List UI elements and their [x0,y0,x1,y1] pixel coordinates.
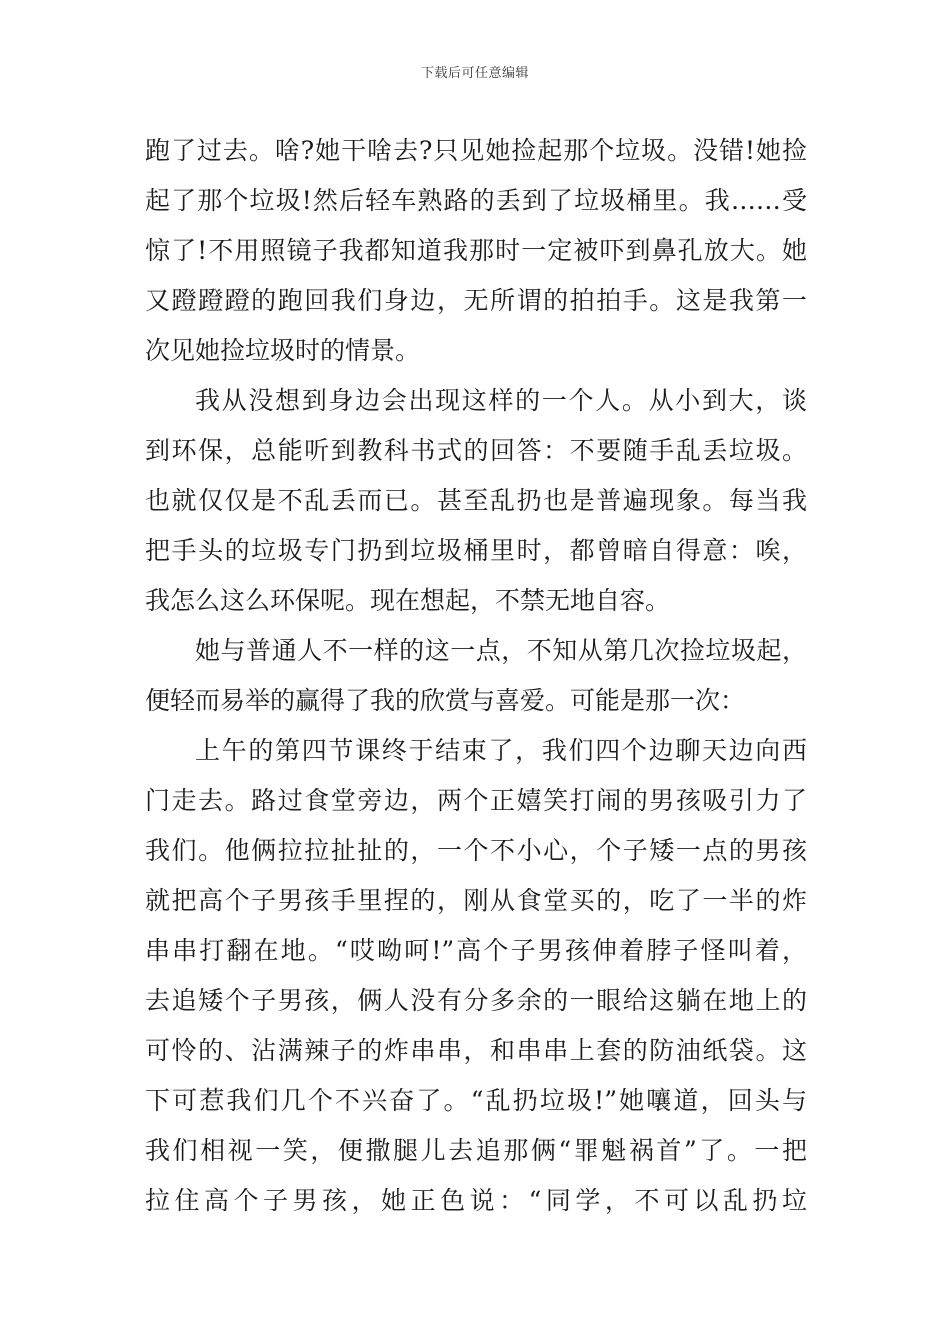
body-text [145,126,807,1226]
page-header-note: 下载后可任意编辑 [420,66,529,81]
text-line: 我们。他俩拉拉扯扯的，一个不小心，个子矮一点的男孩 [145,836,807,865]
text-line: 到环保，总能听到教科书式的回答：不要随手乱丢垃圾。 [145,436,807,465]
text-line: 下可惹我们几个不兴奋了。“乱扔垃圾!”她嚷道，回头与 [145,1086,807,1115]
text-line: 也就仅仅是不乱丢而已。甚至乱扔也是普遍现象。每当我 [145,486,807,515]
text-line: 起了那个垃圾!然后轻车熟路的丢到了垃圾桶里。我……受 [145,186,807,215]
text-line: 又蹬蹬蹬的跑回我们身边，无所谓的拍拍手。这是我第一 [145,286,807,315]
text-line: 次见她捡垃圾时的情景。 [145,336,421,365]
text-line: 可怜的、沾满辣子的炸串串，和串串上套的防油纸袋。这 [145,1036,807,1065]
text-line: 便轻而易举的赢得了我的欣赏与喜爱。可能是那一次： [145,686,746,715]
paragraph-first-line: 她与普通人不一样的这一点，不知从第几次捡垃圾起， [195,636,807,665]
text-line: 拉住高个子男孩，她正色说：“同学，不可以乱扔垃 [145,1186,807,1215]
text-line: 跑了过去。啥?她干啥去?只见她捡起那个垃圾。没错!她捡 [145,136,807,165]
paragraph-first-line: 上午的第四节课终于结束了，我们四个边聊天边向西 [195,736,807,765]
text-line: 门走去。路过食堂旁边，两个正嬉笑打闹的男孩吸引力了 [145,786,807,815]
text-line: 我们相视一笑，便撒腿儿去追那俩“罪魁祸首”了。一把 [145,1136,807,1165]
text-line: 惊了!不用照镜子我都知道我那时一定被吓到鼻孔放大。她 [145,236,807,265]
text-line: 串串打翻在地。“哎呦呵!”高个子男孩伸着脖子怪叫着， [145,936,807,965]
paragraph-first-line: 我从没想到身边会出现这样的一个人。从小到大，谈 [195,386,807,415]
text-line: 就把高个子男孩手里捏的，刚从食堂买的，吃了一半的炸 [145,886,807,915]
text-line: 把手头的垃圾专门扔到垃圾桶里时，都曾暗自得意：唉， [145,536,807,565]
text-line: 去追矮个子男孩，俩人没有分多余的一眼给这躺在地上的 [145,986,807,1015]
text-line: 我怎么这么环保呢。现在想起，不禁无地自容。 [145,586,671,615]
